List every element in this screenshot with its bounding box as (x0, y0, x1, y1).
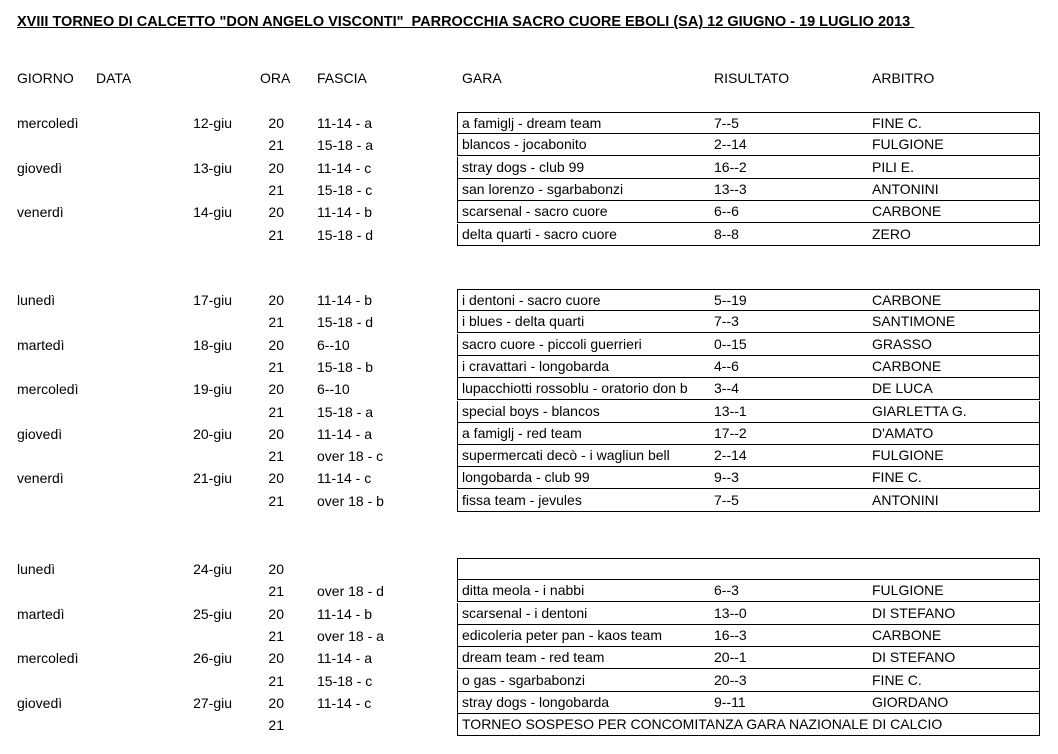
match-cell-box (457, 423, 1040, 445)
table-row (0, 157, 1058, 179)
day-cell: lunedì (17, 292, 56, 308)
match-cell: fissa team - jevules (462, 491, 582, 508)
table-row (0, 603, 1058, 625)
result-cell: 9--11 (714, 693, 746, 710)
ora-cell: 21 (268, 358, 284, 375)
header-fascia: FASCIA (317, 70, 367, 86)
fascia-cell: 15-18 - d (317, 226, 374, 243)
match-cell: lupacchiotti rossoblu - oratorio don b (462, 380, 688, 397)
result-cell: 7--3 (714, 313, 739, 330)
table-row (0, 179, 1058, 201)
page-title: XVIII TORNEO DI CALCETTO "DON ANGELO VISCONTI" PARROCCHIA SACRO CUORE EBOLI (SA) 12 GIUGNO - 19 LUGLIO 2013 (17, 14, 915, 30)
ora-cell: 21 (268, 226, 284, 243)
result-cell: 16--3 (714, 626, 747, 643)
match-cell: dream team - red team (462, 649, 605, 666)
header-giorno: GIORNO (17, 70, 74, 86)
match-cell-box (457, 289, 1040, 311)
table-row (0, 692, 1058, 714)
fascia-cell: 15-18 - a (317, 137, 374, 154)
date-cell: 12-giu (193, 115, 232, 131)
day-cell: giovedì (17, 425, 63, 442)
match-cell: scarsenal - i dentoni (462, 604, 588, 621)
fascia-cell: 11-14 - a (317, 115, 372, 131)
day-cell: martedì (17, 336, 65, 353)
match-cell-box (457, 714, 1040, 736)
fascia-cell: over 18 - c (317, 448, 384, 465)
ora-cell: 21 (268, 448, 284, 465)
result-cell: 7--5 (714, 115, 739, 131)
result-cell: 2--14 (714, 136, 747, 153)
ora-cell: 20 (268, 650, 284, 667)
result-cell: 13--0 (714, 604, 747, 621)
table-row (0, 467, 1058, 489)
fascia-cell: over 18 - d (317, 583, 384, 600)
match-cell-box (457, 112, 1040, 134)
result-cell: 3--4 (714, 380, 739, 397)
ora-cell: 21 (268, 583, 284, 600)
day-cell: mercoledì (17, 650, 79, 667)
result-cell: 13--3 (714, 180, 747, 197)
table-row (0, 224, 1058, 246)
table-row (0, 289, 1058, 311)
day-cell: giovedì (17, 694, 63, 711)
match-cell-box (457, 490, 1040, 512)
table-row (0, 311, 1058, 333)
ora-cell: 20 (268, 336, 284, 353)
match-cell-box (457, 580, 1040, 602)
day-cell: venerdì (17, 470, 64, 487)
match-cell: delta quarti - sacro cuore (462, 225, 617, 242)
referee-cell: DI STEFANO (872, 649, 956, 666)
result-cell: 16--2 (714, 158, 747, 175)
match-cell: edicoleria peter pan - kaos team (462, 626, 662, 643)
table-row (0, 401, 1058, 423)
table-row (0, 112, 1058, 134)
date-cell: 19-giu (193, 381, 232, 398)
match-cell: i cravattari - longobarda (462, 357, 610, 374)
day-cell: martedì (17, 605, 65, 622)
match-cell-box (457, 179, 1040, 201)
referee-cell: PILI E. (872, 158, 915, 175)
header-risultato: RISULTATO (714, 70, 790, 86)
fascia-cell: 15-18 - b (317, 358, 374, 375)
match-cell-box (457, 692, 1040, 714)
ora-cell: 21 (268, 492, 284, 509)
ora-cell: 20 (268, 425, 284, 442)
ora-cell: 20 (268, 694, 284, 711)
table-row (0, 625, 1058, 647)
fascia-cell: 15-18 - c (317, 672, 373, 689)
ora-cell: 21 (268, 403, 284, 420)
referee-cell: GIORDANO (872, 693, 949, 710)
match-cell: o gas - sgarbabonzi (462, 671, 585, 688)
table-row (0, 580, 1058, 602)
fascia-cell: 15-18 - c (317, 181, 373, 198)
date-cell: 17-giu (193, 292, 232, 308)
result-cell: 13--1 (714, 402, 747, 419)
match-cell: stray dogs - club 99 (462, 158, 585, 175)
ora-cell: 20 (268, 115, 284, 131)
match-cell-box (457, 625, 1040, 647)
table-row (0, 558, 1058, 580)
result-cell: 4--6 (714, 357, 739, 374)
match-cell-box (457, 603, 1040, 625)
table-row (0, 378, 1058, 400)
referee-cell: D'AMATO (872, 424, 934, 441)
ora-cell: 21 (268, 717, 284, 734)
referee-cell: CARBONE (872, 357, 942, 374)
date-cell: 13-giu (193, 159, 232, 176)
match-cell-box (457, 334, 1040, 356)
match-cell-box (457, 445, 1040, 467)
match-cell-box (457, 378, 1040, 400)
day-cell: mercoledì (17, 381, 79, 398)
table-row (0, 356, 1058, 378)
date-cell: 26-giu (193, 650, 232, 667)
referee-cell: FINE C. (872, 671, 922, 688)
match-cell: ditta meola - i nabbi (462, 582, 585, 599)
match-cell: sacro cuore - piccoli guerrieri (462, 335, 642, 352)
ora-cell: 20 (268, 470, 284, 487)
table-row (0, 670, 1058, 692)
result-cell: 0--15 (714, 335, 747, 352)
ora-cell: 21 (268, 137, 284, 154)
table-row (0, 445, 1058, 467)
day-cell: lunedì (17, 561, 56, 577)
ora-cell: 20 (268, 292, 284, 308)
ora-cell: 21 (268, 314, 284, 331)
ora-cell: 21 (268, 627, 284, 644)
fascia-cell: 11-14 - b (317, 605, 372, 622)
match-cell: special boys - blancos (462, 402, 600, 419)
result-cell: 9--3 (714, 469, 739, 486)
match-cell-box (457, 311, 1040, 333)
date-cell: 18-giu (193, 336, 232, 353)
header-arbitro: ARBITRO (872, 70, 935, 86)
referee-cell: FULGIONE (872, 136, 944, 153)
day-cell: venerdì (17, 204, 64, 221)
referee-cell: CARBONE (872, 292, 942, 308)
referee-cell: FINE C. (872, 115, 922, 131)
match-cell-box (457, 356, 1040, 378)
ora-cell: 20 (268, 605, 284, 622)
date-cell: 20-giu (193, 425, 232, 442)
table-row (0, 423, 1058, 445)
date-cell: 24-giu (193, 561, 232, 577)
referee-cell: ZERO (872, 225, 911, 242)
match-cell-box (457, 670, 1040, 692)
result-cell: 6--6 (714, 203, 739, 220)
match-cell-box (457, 558, 1040, 580)
match-cell: i dentoni - sacro cuore (462, 292, 601, 308)
referee-cell: FULGIONE (872, 447, 944, 464)
fascia-cell: 11-14 - b (317, 204, 372, 221)
fascia-cell: 11-14 - a (317, 425, 372, 442)
match-cell: stray dogs - longobarda (462, 693, 610, 710)
fascia-cell: 11-14 - c (317, 470, 372, 487)
referee-cell: GIARLETTA G. (872, 402, 967, 419)
match-cell-box (457, 401, 1040, 423)
referee-cell: CARBONE (872, 626, 942, 643)
referee-cell: ANTONINI (872, 180, 939, 197)
fascia-cell: 11-14 - a (317, 650, 372, 667)
ora-cell: 21 (268, 672, 284, 689)
table-row (0, 714, 1058, 736)
date-cell: 21-giu (193, 470, 232, 487)
fascia-cell: over 18 - b (317, 492, 384, 509)
fascia-cell: over 18 - a (317, 627, 384, 644)
match-cell: i blues - delta quarti (462, 313, 585, 330)
match-cell: supermercati decò - i wagliun bell (462, 447, 670, 464)
referee-cell: SANTIMONE (872, 313, 956, 330)
fascia-cell: 6--10 (317, 336, 350, 353)
result-cell: 7--5 (714, 491, 739, 508)
day-cell: giovedì (17, 159, 63, 176)
match-cell-box (457, 201, 1040, 223)
match-cell-box (457, 467, 1040, 489)
fascia-cell: 11-14 - c (317, 159, 372, 176)
date-cell: 25-giu (193, 605, 232, 622)
header-ora: ORA (260, 70, 291, 86)
match-cell: scarsenal - sacro cuore (462, 203, 608, 220)
result-cell: 20--1 (714, 649, 747, 666)
referee-cell: DI STEFANO (872, 604, 956, 621)
fascia-cell: 11-14 - c (317, 694, 372, 711)
ora-cell: 21 (268, 181, 284, 198)
fascia-cell: 15-18 - d (317, 314, 374, 331)
match-cell-box (457, 157, 1040, 179)
match-cell: a famiglj - red team (462, 424, 582, 441)
result-cell: 17--2 (714, 424, 747, 441)
suspension-note: TORNEO SOSPESO PER CONCOMITANZA GARA NAZIONALE DI CALCIO (462, 716, 943, 733)
date-cell: 27-giu (193, 694, 232, 711)
header-data: DATA (96, 70, 132, 86)
result-cell: 5--19 (714, 292, 747, 308)
fascia-cell: 6--10 (317, 381, 350, 398)
match-cell: san lorenzo - sgarbabonzi (462, 180, 624, 197)
referee-cell: DE LUCA (872, 380, 933, 397)
match-cell: blancos - jocabonito (462, 136, 587, 153)
table-row (0, 647, 1058, 669)
match-cell: longobarda - club 99 (462, 469, 590, 486)
referee-cell: FULGIONE (872, 582, 944, 599)
match-cell-box (457, 134, 1040, 156)
referee-cell: ANTONINI (872, 491, 939, 508)
ora-cell: 20 (268, 204, 284, 221)
match-cell-box (457, 224, 1040, 246)
result-cell: 20--3 (714, 671, 747, 688)
fascia-cell: 15-18 - a (317, 403, 374, 420)
result-cell: 6--3 (714, 582, 739, 599)
header-gara: GARA (462, 70, 502, 86)
table-row (0, 134, 1058, 156)
match-cell-box (457, 647, 1040, 669)
ora-cell: 20 (268, 381, 284, 398)
fascia-cell: 11-14 - b (317, 292, 372, 308)
table-row (0, 201, 1058, 223)
day-cell: mercoledì (17, 115, 79, 131)
table-row (0, 490, 1058, 512)
referee-cell: FINE C. (872, 469, 922, 486)
result-cell: 8--8 (714, 225, 739, 242)
referee-cell: CARBONE (872, 203, 942, 220)
ora-cell: 20 (268, 561, 284, 577)
ora-cell: 20 (268, 159, 284, 176)
result-cell: 2--14 (714, 447, 747, 464)
date-cell: 14-giu (193, 204, 232, 221)
match-cell: a famiglj - dream team (462, 115, 602, 131)
referee-cell: GRASSO (872, 335, 932, 352)
table-row (0, 334, 1058, 356)
